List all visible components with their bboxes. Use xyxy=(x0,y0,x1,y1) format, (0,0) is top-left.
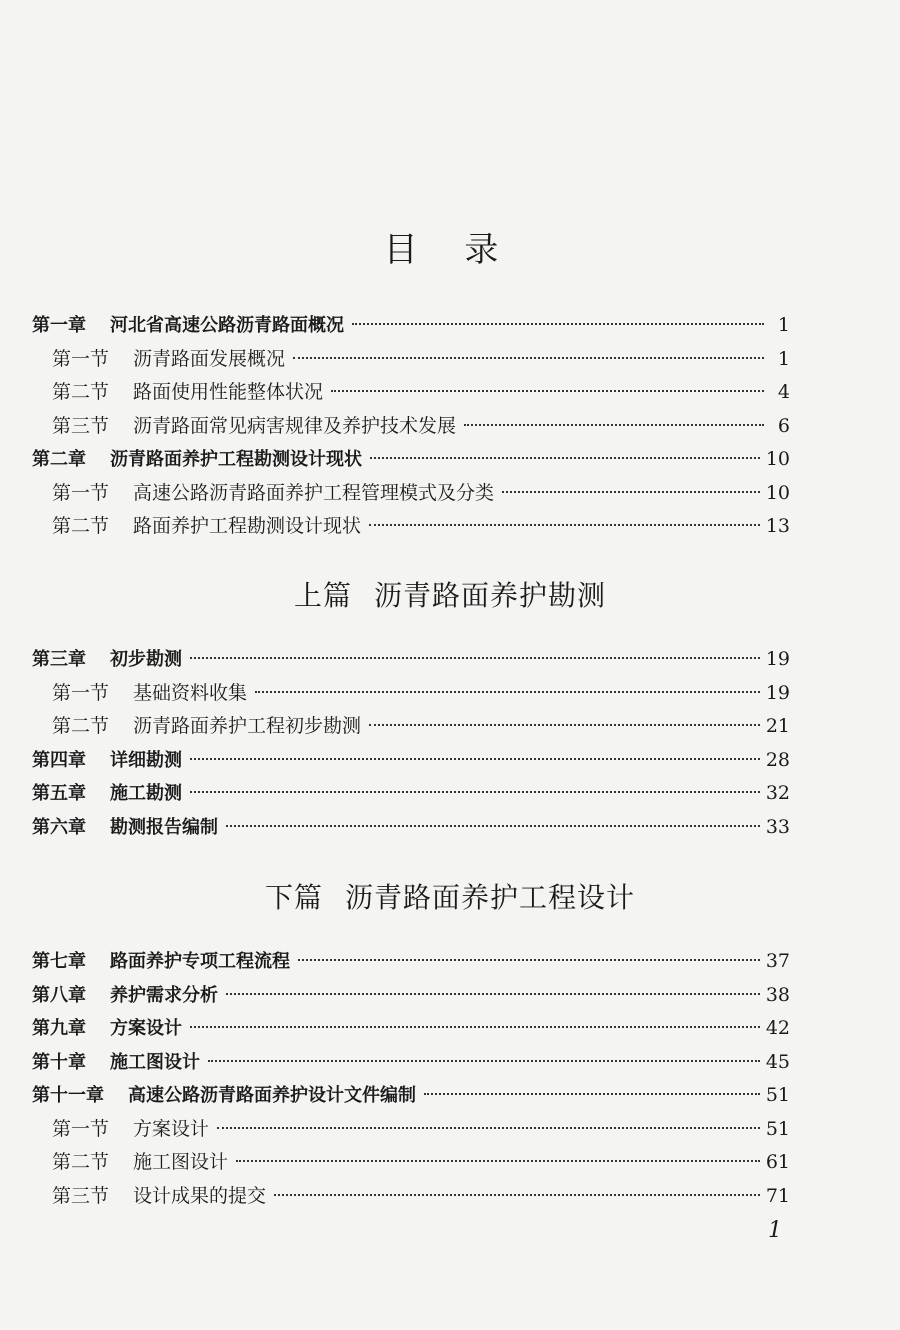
part1-label: 上篇 xyxy=(293,579,352,612)
entry-number: 第二节 xyxy=(52,515,110,537)
dot-leader xyxy=(226,993,760,995)
entry-page: 38 xyxy=(765,983,790,1006)
dot-leader xyxy=(217,1127,760,1129)
toc-section-entry[interactable] xyxy=(52,1147,790,1177)
toc-section-entry[interactable] xyxy=(52,377,790,407)
entry-page: 1 xyxy=(777,314,790,336)
entry-page: 45 xyxy=(765,1050,790,1073)
entry-page: 28 xyxy=(765,748,790,771)
toc-chapter-entry[interactable] xyxy=(32,745,790,775)
dot-leader xyxy=(370,457,760,459)
entry-page: 10 xyxy=(765,481,790,504)
entry-number: 第三节 xyxy=(52,1184,110,1207)
entry-number: 第七章 xyxy=(32,951,86,972)
toc-chapter-entry[interactable] xyxy=(32,1047,790,1077)
toc-section-entry[interactable] xyxy=(52,711,790,741)
page-number: 1 xyxy=(768,1218,782,1243)
dot-leader xyxy=(190,791,760,793)
entry-number: 第五章 xyxy=(32,783,86,804)
entry-title: 设计成果的提交 xyxy=(133,1184,267,1207)
entry-page: 6 xyxy=(777,414,790,437)
entry-page: 51 xyxy=(765,1084,790,1106)
entry-title: 沥青路面常见病害规律及养护技术发展 xyxy=(133,414,457,437)
toc-chapter-entry[interactable] xyxy=(32,946,790,976)
toc-section-entry[interactable] xyxy=(52,678,790,708)
dot-leader xyxy=(502,491,760,493)
entry-page: 71 xyxy=(765,1184,790,1207)
dot-leader xyxy=(255,691,760,693)
entry-number: 第八章 xyxy=(32,984,86,1006)
dot-leader xyxy=(369,724,760,726)
dot-leader xyxy=(236,1160,760,1162)
part2-label: 下篇 xyxy=(264,881,323,914)
dot-leader xyxy=(226,825,760,827)
dot-leader xyxy=(190,1026,760,1028)
toc-section-entry[interactable] xyxy=(52,1181,790,1211)
entry-page: 1 xyxy=(777,347,790,370)
entry-number: 第一节 xyxy=(52,1117,110,1140)
entry-title: 路面养护工程勘测设计现状 xyxy=(133,515,362,537)
entry-title: 路面养护专项工程流程 xyxy=(110,951,290,972)
dot-leader xyxy=(298,959,760,961)
entry-number: 第六章 xyxy=(32,816,86,838)
entry-title: 施工图设计 xyxy=(110,1051,200,1073)
dot-leader xyxy=(190,657,760,659)
dot-leader xyxy=(190,758,760,760)
entry-number: 第一章 xyxy=(32,315,86,336)
entry-page: 37 xyxy=(765,950,790,972)
entry-page: 42 xyxy=(765,1017,790,1039)
entry-page: 13 xyxy=(765,515,790,537)
entry-title: 初步勘测 xyxy=(110,649,182,670)
entry-number: 第九章 xyxy=(32,1018,86,1039)
entry-title: 沥青路面养护工程初步勘测 xyxy=(133,715,362,737)
part1-heading xyxy=(0,574,900,614)
entry-title: 路面使用性能整体状况 xyxy=(133,381,324,403)
dot-leader xyxy=(464,424,764,426)
entry-title: 高速公路沥青路面养护工程管理模式及分类 xyxy=(133,481,495,504)
entry-title: 沥青路面发展概况 xyxy=(133,347,286,370)
toc-chapter-entry[interactable] xyxy=(32,778,790,808)
toc-section-entry[interactable] xyxy=(52,478,790,508)
toc-section-entry[interactable] xyxy=(52,1114,790,1144)
entry-page: 10 xyxy=(765,448,790,470)
part2-title: 沥青路面养护工程设计 xyxy=(345,881,636,914)
toc-chapter-entry[interactable] xyxy=(32,1013,790,1043)
toc-chapter-entry[interactable] xyxy=(32,644,790,674)
entry-title: 施工勘测 xyxy=(110,783,182,804)
entry-page: 32 xyxy=(765,782,790,804)
toc-chapter-entry[interactable] xyxy=(32,812,790,842)
entry-number: 第二节 xyxy=(52,1151,110,1173)
entry-title: 高速公路沥青路面养护设计文件编制 xyxy=(128,1085,416,1106)
entry-page: 33 xyxy=(765,815,790,838)
entry-title: 方案设计 xyxy=(110,1018,182,1039)
part2-heading xyxy=(0,876,900,916)
dot-leader xyxy=(331,390,764,392)
entry-title: 方案设计 xyxy=(133,1117,210,1140)
entry-number: 第一节 xyxy=(52,481,110,504)
entry-page: 61 xyxy=(765,1151,790,1173)
toc-chapter-entry[interactable] xyxy=(32,980,790,1010)
dot-leader xyxy=(424,1093,760,1095)
entry-title: 河北省高速公路沥青路面概况 xyxy=(110,315,344,336)
entry-page: 21 xyxy=(765,715,790,737)
dot-leader xyxy=(369,524,760,526)
part1-title: 沥青路面养护勘测 xyxy=(374,579,607,612)
entry-number: 第十一章 xyxy=(32,1085,104,1106)
entry-number: 第二节 xyxy=(52,381,110,403)
toc-heading: 目 录 xyxy=(383,230,517,270)
dot-leader xyxy=(274,1194,760,1196)
toc-section-entry[interactable] xyxy=(52,411,790,441)
entry-title: 基础资料收集 xyxy=(133,681,248,704)
entry-number: 第十章 xyxy=(32,1051,86,1073)
entry-title: 养护需求分析 xyxy=(110,984,218,1006)
dot-leader xyxy=(208,1060,760,1062)
entry-page: 51 xyxy=(765,1117,790,1140)
entry-number: 第三章 xyxy=(32,649,86,670)
toc-chapter-entry[interactable] xyxy=(32,444,790,474)
entry-page: 19 xyxy=(765,681,790,704)
entry-number: 第一节 xyxy=(52,681,110,704)
entry-title: 详细勘测 xyxy=(110,749,182,771)
entry-title: 勘测报告编制 xyxy=(110,816,218,838)
entry-number: 第二节 xyxy=(52,715,110,737)
toc-chapter-entry[interactable] xyxy=(32,310,790,340)
entry-number: 第四章 xyxy=(32,749,86,771)
toc-chapter-entry[interactable] xyxy=(32,1080,790,1110)
entry-page: 19 xyxy=(765,648,790,670)
dot-leader xyxy=(352,323,764,325)
toc-section-entry[interactable] xyxy=(52,511,790,541)
entry-title: 施工图设计 xyxy=(133,1151,229,1173)
toc-section-entry[interactable] xyxy=(52,344,790,374)
entry-title: 沥青路面养护工程勘测设计现状 xyxy=(110,449,362,470)
entry-page: 4 xyxy=(777,381,790,403)
entry-number: 第三节 xyxy=(52,414,110,437)
entry-number: 第二章 xyxy=(32,449,86,470)
entry-number: 第一节 xyxy=(52,347,110,370)
dot-leader xyxy=(293,357,764,359)
